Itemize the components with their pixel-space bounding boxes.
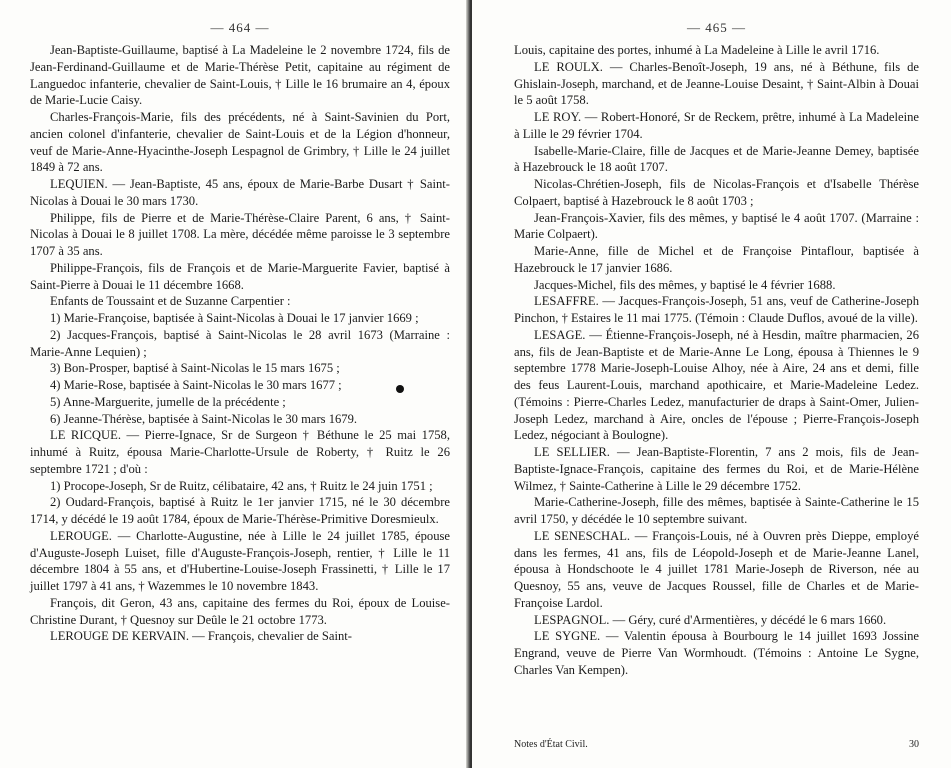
entry-paragraph: Charles-François-Marie, fils des précédents, né à Saint-Savinien du Port, ancien colonel d'infanterie, chevalier de Saint-Louis et de la Légion d'honneur, veuf de Marie-Anne-Hyacinthe-Joseph Lespagnol de Grimbry, † Lille le 24 juillet 1849 à 72 ans. (30, 110, 450, 175)
entry-paragraph: 2) Jacques-François, baptisé à Saint-Nicolas le 28 avril 1673 (Marraine : Marie-Anne Lequien) ; (30, 327, 450, 359)
footer-title: Notes d'État Civil. (514, 739, 588, 750)
entry-paragraph: 4) Marie-Rose, baptisée à Saint-Nicolas le 30 mars 1677 ; (50, 378, 342, 392)
left-entries (30, 42, 450, 645)
entry-paragraph: LE SYGNE. — Valentin épousa à Bourbourg le 14 juillet 1693 Jossine Engrand, veuve de Pierre Van Wormhoudt. (Témoins : Antoine Le Sygne, Charles Van Kempen). (514, 629, 919, 677)
entry-paragraph: 1) Procope-Joseph, Sr de Ruitz, célibataire, 42 ans, † Ruitz le 24 juin 1751 ; (50, 478, 433, 493)
page-number-right: — 465 — (687, 20, 746, 35)
entry-paragraph: 5) Anne-Marguerite, jumelle de la précédente ; (50, 394, 286, 409)
entry-paragraph: Louis, capitaine des portes, inhumé à La Madeleine à Lille le avril 1716. (514, 43, 880, 57)
entry-paragraph: Marie-Anne, fille de Michel et de Françoise Pintaflour, baptisée à Hazebrouck le 17 janvier 1686. (514, 244, 919, 275)
entry-paragraph: LE SENESCHAL. — François-Louis, né à Ouvren près Dieppe, employé dans les fermes, 41 ans, fils de Léopold-Joseph et de Marie-Jeanne Lanel, épousa à Hondschoote le 4 juillet 1781 Marie-Joseph de Riverson, née au Quesnoy, 55 ans, veuve de Jacques Roussel, fille de Charles et de Marie-Françoise Lardol. (514, 528, 919, 610)
entry-paragraph: Marie-Catherine-Joseph, fille des mêmes, baptisée à Sainte-Catherine le 15 avril 1750, y décédée le 10 septembre suivant. (514, 495, 919, 526)
entry-paragraph: LE RICQUE. — Pierre-Ignace, Sr de Surgeon † Béthune le 25 mai 1758, inhumé à Ruitz, épousa Marie-Charlotte-Ursule de Roberty, † Ruitz le 26 septembre 1721 ; d'où : (30, 428, 450, 476)
right-page (472, 0, 951, 768)
left-page (0, 0, 470, 768)
page-footer (514, 739, 919, 750)
entry-paragraph: Jean-François-Xavier, fils des mêmes, y baptisé le 4 août 1707. (Marraine : Marie Colpaert). (514, 210, 919, 242)
entry-paragraph: LEQUIEN. — Jean-Baptiste, 45 ans, époux de Marie-Barbe Dusart † Saint-Nicolas à Douai le 30 mars 1730. (30, 177, 450, 208)
entry-paragraph: LEROUGE DE KERVAIN. — François, chevalier de Saint- (50, 629, 352, 644)
entry-paragraph: Jean-Baptiste-Guillaume, baptisé à La Madeleine le 2 novembre 1724, fils de Jean-Ferdinand-Guillaume et de Marie-Thérèse Petit, capitaine au régiment de Languedoc infanterie, chevalier de Saint-Louis, † Lille le 16 brumaire an 4, époux de Marie-Lucie Caisy. (30, 43, 450, 108)
entry-paragraph: 6) Jeanne-Thérèse, baptisée à Saint-Nicolas le 30 mars 1679. (50, 411, 358, 426)
entry-paragraph: LE ROULX. — Charles-Benoît-Joseph, 19 ans, né à Béthune, fils de Ghislain-Joseph, marchand, et de Jeanne-Louise Desaint, † Saint-Albin à Douai le 5 août 1758. (514, 59, 919, 108)
entry-paragraph: LE ROY. — Robert-Honoré, Sr de Reckem, prêtre, inhumé à La Madeleine à Lille le 29 février 1704. (514, 110, 919, 141)
ink-blot-mark (396, 385, 404, 393)
entry-paragraph: Enfants de Toussaint et de Suzanne Carpentier : (50, 294, 291, 309)
entry-paragraph: LESPAGNOL. — Géry, curé d'Armentières, y décédé le 6 mars 1660. (534, 612, 887, 627)
footer-sheet-number: 30 (909, 739, 919, 750)
entry-paragraph: François, dit Geron, 43 ans, capitaine des fermes du Roi, époux de Louise-Christine Durant, † Quesnoy sur Deûle le 21 octobre 1773. (30, 595, 450, 627)
page-number-left: — 464 — (210, 20, 270, 35)
entry-paragraph: LEROUGE. — Charlotte-Augustine, née à Lille le 24 juillet 1785, épouse d'Auguste-Joseph Luiset, fille d'Auguste-François-Joseph, rentier, † Lille le 11 décembre 1804 à 55 ans, et d'Hubertine-Louise-Joseph Frassinetti, † Lille le 17 juillet 1797 à 41 ans, † Wazemmes le 10 novembre 1843. (30, 528, 450, 593)
entry-paragraph: LESAFFRE. — Jacques-François-Joseph, 51 ans, veuf de Catherine-Joseph Pinchon, † Estaires le 11 mai 1775. (Témoin : Claude Duflos, avoué de la ville). (514, 294, 919, 325)
entry-paragraph: Philippe-François, fils de François et de Marie-Marguerite Favier, baptisé à Saint-Pierre à Douai le 11 décembre 1668. (30, 260, 450, 292)
right-entries (514, 42, 919, 679)
entry-paragraph: Isabelle-Marie-Claire, fille de Jacques et de Marie-Jeanne Demey, baptisée à Hazebrouck le 18 août 1707. (514, 143, 919, 175)
entry-paragraph: LESAGE. — Étienne-François-Joseph, né à Hesdin, maître pharmacien, 26 ans, fils de Jean-Baptiste et de Marie-Anne Le Long, épousa à Thiennes le 9 septembre 1778 Marie-Joseph-Louise Alhoy, née à Aire, 24 ans et demi, fille des feus Laurent-Louis, marchand apothicaire, et Marie-Madeleine Ledez. (Témoins : Pierre-Charles Ledez, manufacturier de draps à Saint-Omer, Julien-Joseph Ledez, marchand à Aire, oncles de l'épouse ; Pierre-François-Joseph Ledez, négociant à Boulogne). (514, 327, 919, 443)
entry-paragraph: Philippe, fils de Pierre et de Marie-Thérèse-Claire Parent, 6 ans, † Saint-Nicolas à Douai le 8 juillet 1708. La mère, décédée même paroisse le 3 septembre 1707 à 35 ans. (30, 210, 450, 258)
entry-paragraph: 1) Marie-Françoise, baptisée à Saint-Nicolas à Douai le 17 janvier 1669 ; (50, 311, 419, 325)
entry-paragraph: 3) Bon-Prosper, baptisé à Saint-Nicolas le 15 mars 1675 ; (50, 361, 340, 376)
entry-paragraph: LE SELLIER. — Jean-Baptiste-Florentin, 7 ans 2 mois, fils de Jean-Baptiste-Ignace-François, capitaine des fermes du Roi, et de Marie-Hélène Wilmez, † Sainte-Catherine à Lille le 29 décembre 1752. (514, 445, 919, 493)
entry-paragraph: 2) Oudard-François, baptisé à Ruitz le 1er janvier 1715, né le 30 décembre 1714, y décédé le 19 août 1784, époux de Marie-Thérèse-Primitive Doresmieulx. (30, 495, 450, 526)
entry-paragraph: Jacques-Michel, fils des mêmes, y baptisé le 4 février 1688. (534, 277, 836, 292)
entry-paragraph: Nicolas-Chrétien-Joseph, fils de Nicolas-François et d'Isabelle Thérèse Colpaert, baptisé à Hazebrouck le 8 août 1703 ; (514, 177, 919, 208)
